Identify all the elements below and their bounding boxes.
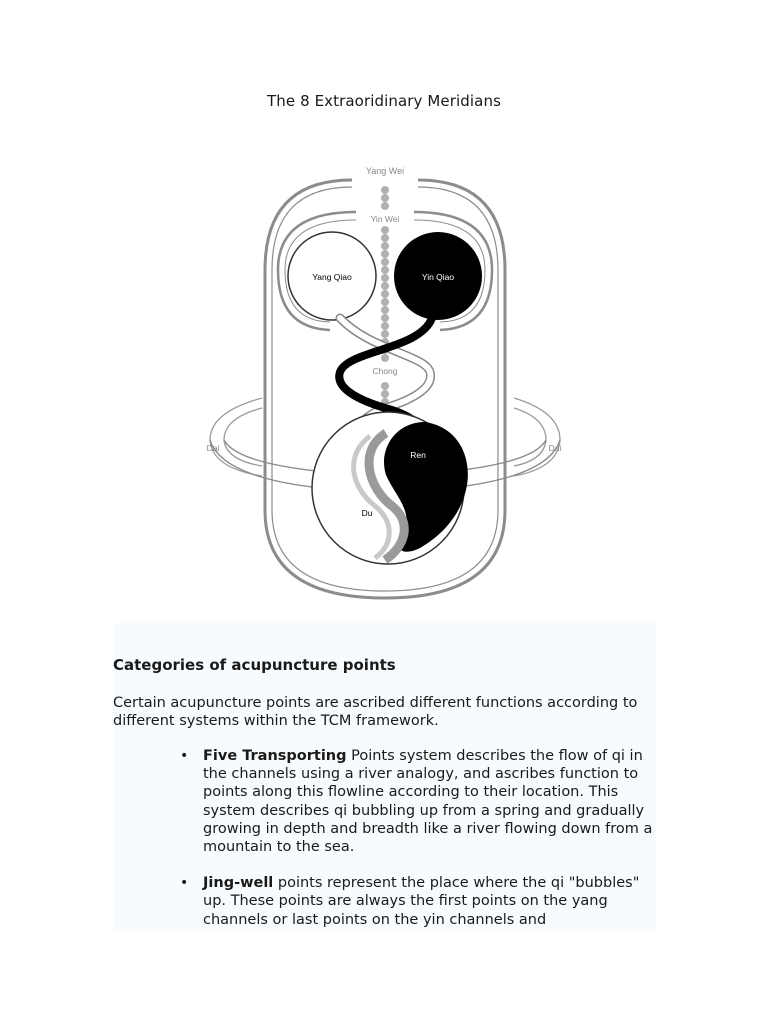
label-yang-wei: Yang Wei (365, 166, 405, 176)
label-yang-qiao: Yang Qiao (312, 272, 352, 282)
bullet-icon: • (180, 875, 189, 892)
label-yin-wei: Yin Wei (370, 214, 400, 224)
bullet-icon: • (180, 748, 189, 764)
label-yin-qiao: Yin Qiao (421, 272, 455, 282)
meridians-diagram (180, 150, 590, 620)
label-dai-left: Dai (206, 443, 220, 453)
ren-du-yinyang (312, 412, 468, 564)
page-title: The 8 Extraoridinary Meridians (267, 92, 501, 110)
bullet-term: Jing-well (203, 875, 274, 892)
list-item (180, 747, 656, 856)
intro-paragraph: Certain acupuncture points are ascribed different functions according to different systems within the TCM framework. (113, 695, 638, 729)
label-dai-right: Dai (548, 443, 562, 453)
label-chong: Chong (372, 366, 398, 376)
label-ren: Ren (410, 450, 426, 460)
bullet-text: points represent the place where the qi "bubbles" up. These points are always the first points on the yang channels or last points on the yin channels and (203, 875, 640, 928)
section-heading: Categories of acupuncture points (113, 656, 396, 674)
bullet-list (180, 747, 656, 931)
bullet-term: Five Transporting (203, 748, 347, 764)
list-item (180, 874, 656, 929)
bullet-text: Points system describes the flow of qi in the channels using a river analogy, and ascribes function to points along this flowline according to their location. This system describes qi bubbling up from a spring and gradually growing in depth and breadth like a river flowing down from a mountain to the sea. (203, 748, 653, 856)
label-du: Du (361, 508, 373, 518)
